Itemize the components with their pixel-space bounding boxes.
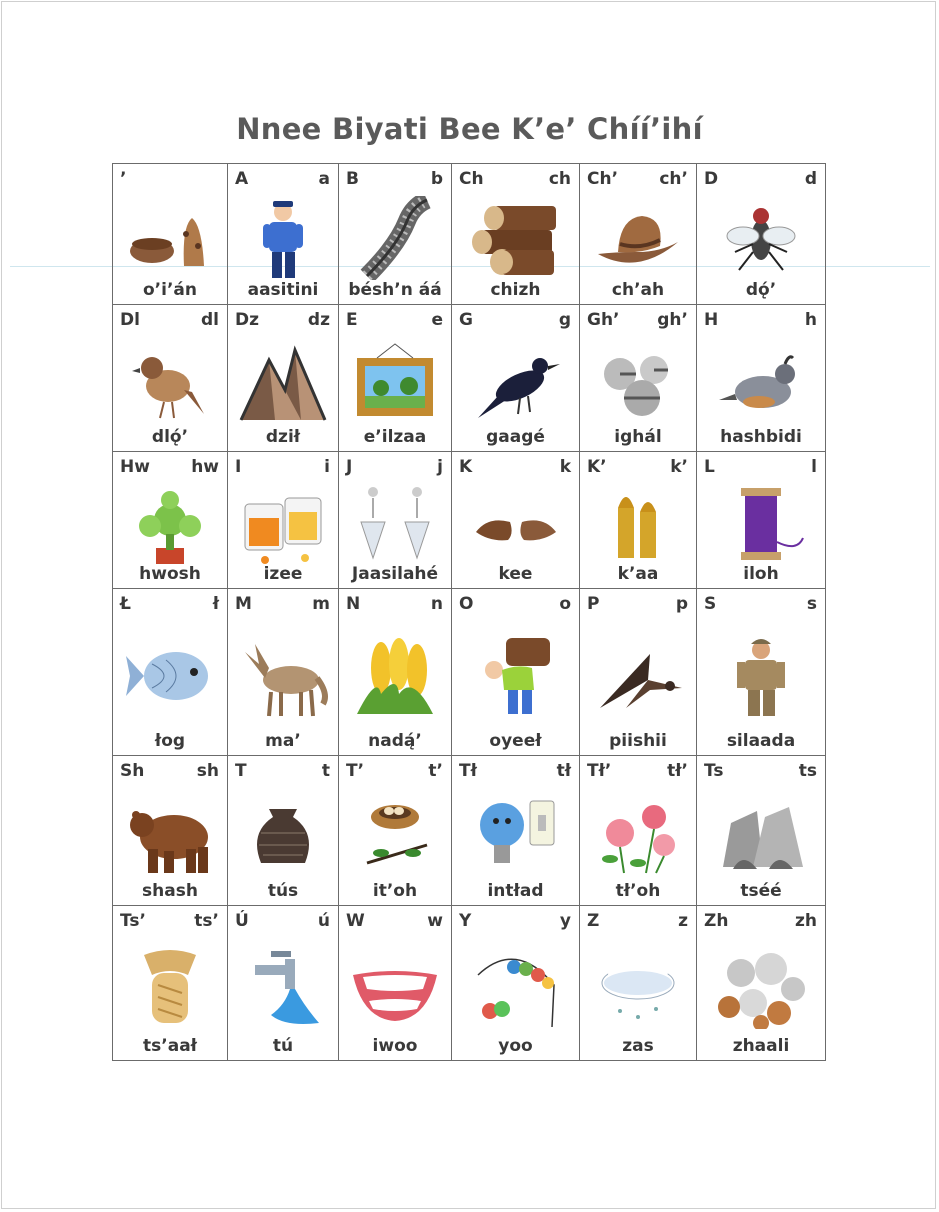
lowercase-letter: s bbox=[806, 594, 817, 614]
lowercase-letter: dz bbox=[307, 310, 330, 330]
example-word: nadą́’ bbox=[368, 731, 422, 751]
alphabet-grid bbox=[112, 163, 826, 1061]
letter-cell bbox=[697, 906, 826, 1061]
example-word: Jaasilahé bbox=[351, 564, 439, 584]
rocks-icon bbox=[713, 793, 809, 877]
letter-cell bbox=[339, 756, 452, 906]
lowercase-letter: ch’ bbox=[659, 169, 688, 189]
snow-cloud-icon bbox=[590, 945, 686, 1029]
example-word: silaada bbox=[726, 731, 796, 751]
example-word: piishii bbox=[609, 731, 667, 751]
bird-nest-icon bbox=[347, 793, 443, 877]
railroad-track-icon bbox=[347, 196, 443, 280]
example-word: intład bbox=[487, 881, 544, 901]
letter-cell bbox=[580, 164, 697, 305]
page-title: Nnee Biyati Bee K’e’ Chíí’ihí bbox=[236, 112, 703, 146]
fly-icon bbox=[713, 196, 809, 280]
uppercase-letter: B bbox=[346, 169, 359, 189]
lowercase-letter: z bbox=[678, 911, 688, 931]
uppercase-letter: Zh bbox=[704, 911, 729, 931]
letter-cell bbox=[697, 452, 826, 589]
uppercase-letter: N bbox=[346, 594, 361, 614]
cactus-icon bbox=[122, 482, 218, 566]
lowercase-letter: i bbox=[324, 457, 330, 477]
uppercase-letter: Z bbox=[587, 911, 600, 931]
example-word: gaagé bbox=[486, 427, 545, 447]
lowercase-letter: hw bbox=[191, 457, 219, 477]
nighthawk-icon bbox=[590, 634, 686, 718]
uppercase-letter: D bbox=[704, 169, 719, 189]
mountains-icon bbox=[235, 340, 331, 424]
example-word: e’ilzaa bbox=[363, 427, 427, 447]
letter-cell bbox=[228, 305, 339, 452]
example-word: chizh bbox=[490, 280, 541, 300]
uppercase-letter: Ts bbox=[704, 761, 724, 781]
letter-cell bbox=[452, 906, 580, 1061]
letter-cell bbox=[228, 756, 339, 906]
coins-icon bbox=[713, 945, 809, 1029]
example-word: dlǫ́’ bbox=[151, 427, 189, 447]
uppercase-letter: Ú bbox=[235, 911, 249, 931]
uppercase-letter: Gh’ bbox=[587, 310, 620, 330]
uppercase-letter: P bbox=[587, 594, 600, 614]
woven-basket-jar-icon bbox=[235, 793, 331, 877]
example-word: tús bbox=[267, 881, 299, 901]
thread-spool-icon bbox=[713, 482, 809, 566]
lowercase-letter: w bbox=[427, 911, 443, 931]
water-faucet-icon bbox=[235, 945, 331, 1029]
letter-cell bbox=[580, 305, 697, 452]
example-word: hashbidi bbox=[720, 427, 802, 447]
uppercase-letter: M bbox=[235, 594, 252, 614]
teeth-smile-icon bbox=[347, 945, 443, 1029]
example-word: iwoo bbox=[372, 1036, 418, 1056]
letter-cell bbox=[452, 164, 580, 305]
example-word: dǫ́’ bbox=[745, 280, 777, 300]
framed-picture-icon bbox=[347, 340, 443, 424]
example-word: iloh bbox=[743, 564, 779, 584]
lowercase-letter: j bbox=[437, 457, 443, 477]
example-word: dził bbox=[265, 427, 301, 447]
letter-cell bbox=[113, 164, 228, 305]
uppercase-letter: L bbox=[704, 457, 715, 477]
lowercase-letter: dl bbox=[201, 310, 219, 330]
letter-cell bbox=[113, 906, 228, 1061]
letter-cell bbox=[339, 164, 452, 305]
lowercase-letter: b bbox=[430, 169, 443, 189]
example-word: yoo bbox=[498, 1036, 533, 1056]
example-word: izee bbox=[263, 564, 303, 584]
letter-cell bbox=[580, 756, 697, 906]
letter-cell bbox=[339, 906, 452, 1061]
letter-cell bbox=[339, 589, 452, 756]
lowercase-letter: o bbox=[559, 594, 571, 614]
corn-icon bbox=[347, 634, 443, 718]
jingle-bells-icon bbox=[590, 340, 686, 424]
letter-cell bbox=[228, 589, 339, 756]
uppercase-letter: W bbox=[346, 911, 365, 931]
lowercase-letter: ts’ bbox=[194, 911, 219, 931]
police-officer-icon bbox=[235, 196, 331, 280]
letter-cell bbox=[228, 452, 339, 589]
letter-cell bbox=[697, 164, 826, 305]
example-word: tł’oh bbox=[615, 881, 661, 901]
crow-icon bbox=[468, 340, 564, 424]
lowercase-letter: gh’ bbox=[657, 310, 688, 330]
uppercase-letter: Dz bbox=[235, 310, 260, 330]
lowercase-letter: tł’ bbox=[667, 761, 688, 781]
letter-cell bbox=[697, 756, 826, 906]
example-word: it’oh bbox=[372, 881, 418, 901]
lowercase-letter: n bbox=[430, 594, 443, 614]
uppercase-letter: Ł bbox=[120, 594, 131, 614]
uppercase-letter: E bbox=[346, 310, 358, 330]
example-word: kee bbox=[498, 564, 533, 584]
letter-cell bbox=[452, 305, 580, 452]
example-word: oyeeł bbox=[489, 731, 542, 751]
example-word: zas bbox=[622, 1036, 654, 1056]
uppercase-letter: T bbox=[235, 761, 247, 781]
letter-cell bbox=[113, 305, 228, 452]
letter-cell bbox=[113, 452, 228, 589]
uppercase-letter: G bbox=[459, 310, 473, 330]
letter-cell bbox=[580, 589, 697, 756]
uppercase-letter: I bbox=[235, 457, 242, 477]
lowercase-letter: p bbox=[675, 594, 688, 614]
example-word: ighál bbox=[614, 427, 662, 447]
uppercase-letter: H bbox=[704, 310, 719, 330]
firewood-logs-icon bbox=[468, 196, 564, 280]
example-word: hwosh bbox=[139, 564, 201, 584]
letter-cell bbox=[113, 756, 228, 906]
lowercase-letter: zh bbox=[795, 911, 817, 931]
example-word: bésh’n áá bbox=[348, 280, 442, 300]
sparrow-icon bbox=[122, 340, 218, 424]
letter-cell bbox=[228, 164, 339, 305]
bear-icon bbox=[122, 793, 218, 877]
uppercase-letter: ’ bbox=[120, 169, 127, 189]
fish-icon bbox=[122, 634, 218, 718]
letter-cell bbox=[228, 906, 339, 1061]
uppercase-letter: Tł’ bbox=[587, 761, 612, 781]
letter-cell bbox=[452, 452, 580, 589]
letter-cell bbox=[697, 589, 826, 756]
letter-cell bbox=[339, 452, 452, 589]
lowercase-letter: m bbox=[312, 594, 330, 614]
uppercase-letter: Dl bbox=[120, 310, 140, 330]
lowercase-letter: ł bbox=[212, 594, 219, 614]
lowercase-letter: e bbox=[431, 310, 443, 330]
uppercase-letter: K’ bbox=[587, 457, 607, 477]
letter-cell bbox=[452, 589, 580, 756]
example-word: o’i’án bbox=[143, 280, 197, 300]
bullets-icon bbox=[590, 482, 686, 566]
lowercase-letter: h bbox=[804, 310, 817, 330]
uppercase-letter: Tł bbox=[459, 761, 477, 781]
soldier-icon bbox=[713, 634, 809, 718]
lowercase-letter: t bbox=[321, 761, 330, 781]
letter-cell bbox=[697, 305, 826, 452]
letter-cell bbox=[452, 756, 580, 906]
lowercase-letter: t’ bbox=[428, 761, 443, 781]
uppercase-letter: O bbox=[459, 594, 474, 614]
uppercase-letter: Ch bbox=[459, 169, 484, 189]
example-word: tú bbox=[272, 1036, 294, 1056]
medicine-bottles-icon bbox=[235, 482, 331, 566]
uppercase-letter: Hw bbox=[120, 457, 150, 477]
coyote-icon bbox=[235, 634, 331, 718]
example-word: aasitini bbox=[247, 280, 319, 300]
lowercase-letter: k’ bbox=[670, 457, 688, 477]
man-carrying-load-icon bbox=[468, 634, 564, 718]
letter-cell bbox=[339, 305, 452, 452]
earrings-icon bbox=[347, 482, 443, 566]
roses-icon bbox=[590, 793, 686, 877]
example-word: ts’aał bbox=[143, 1036, 197, 1056]
letter-cell bbox=[113, 589, 228, 756]
example-word: ch’ah bbox=[611, 280, 665, 300]
uppercase-letter: Sh bbox=[120, 761, 145, 781]
uppercase-letter: J bbox=[346, 457, 353, 477]
beads-icon bbox=[468, 945, 564, 1029]
cowboy-hat-icon bbox=[590, 196, 686, 280]
example-word: tséé bbox=[740, 881, 782, 901]
example-word: łog bbox=[154, 731, 186, 751]
example-word: ma’ bbox=[265, 731, 301, 751]
lowercase-letter: a bbox=[318, 169, 330, 189]
lowercase-letter: y bbox=[559, 911, 571, 931]
uppercase-letter: Ch’ bbox=[587, 169, 619, 189]
uppercase-letter: Ts’ bbox=[120, 911, 146, 931]
lowercase-letter: d bbox=[804, 169, 817, 189]
rotten-stumps-icon bbox=[122, 196, 218, 280]
example-word: zhaali bbox=[732, 1036, 790, 1056]
lowercase-letter: ú bbox=[317, 911, 330, 931]
light-bulb-switch-icon bbox=[468, 793, 564, 877]
lowercase-letter: ts bbox=[798, 761, 817, 781]
lowercase-letter: sh bbox=[196, 761, 219, 781]
letter-cell bbox=[580, 452, 697, 589]
lowercase-letter: tł bbox=[556, 761, 571, 781]
quail-icon bbox=[713, 340, 809, 424]
lowercase-letter: l bbox=[811, 457, 817, 477]
lowercase-letter: k bbox=[559, 457, 571, 477]
lowercase-letter: g bbox=[558, 310, 571, 330]
uppercase-letter: T’ bbox=[346, 761, 365, 781]
uppercase-letter: K bbox=[459, 457, 473, 477]
uppercase-letter: Y bbox=[459, 911, 472, 931]
uppercase-letter: A bbox=[235, 169, 249, 189]
lowercase-letter: ch bbox=[548, 169, 571, 189]
moccasins-icon bbox=[468, 482, 564, 566]
example-word: shash bbox=[142, 881, 198, 901]
cradleboard-icon bbox=[122, 945, 218, 1029]
letter-cell bbox=[580, 906, 697, 1061]
example-word: k’aa bbox=[617, 564, 659, 584]
uppercase-letter: S bbox=[704, 594, 717, 614]
